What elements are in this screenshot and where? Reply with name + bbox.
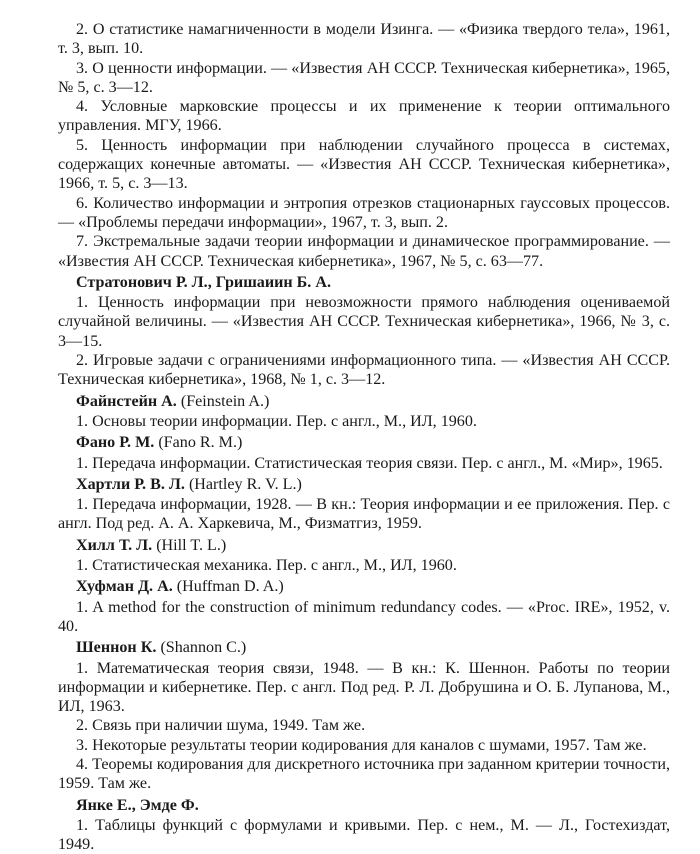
reference-item: 1. Передача информации. Статистическая теория связи. Пер. с англ., М. «Мир», 1965.	[76, 454, 663, 472]
reference-item: 1. Ценность информации при невозможности прямого наблюдения оцениваемой случайной величины. — «Известия АН СССР. Техническая кибернетика», 1966, № 3, с. 3—15.	[58, 294, 670, 350]
reference-item: 6. Количество информации и энтропия отрезков стационарных гауссовых процессов. — «Проблемы передачи информации», 1967, т. 3, вып. 2.	[58, 194, 670, 231]
reference-item: 3. Некоторые результаты теории кодирования для каналов с шумами, 1957. Там же.	[76, 736, 647, 754]
author-heading	[58, 638, 670, 657]
author-heading	[58, 392, 670, 411]
reference-item: 4. Условные марковские процессы и их применение к теории оптимального управления. МГУ, 1966.	[58, 98, 670, 135]
reference-item: 1. Основы теории информации. Пер. с англ., М., ИЛ, 1960.	[76, 412, 477, 430]
reference-item: 1. Передача информации, 1928. — В кн.: Теория информации и ее приложения. Пер. с англ. Под ред. А. А. Харкевича, М., Физматгиз, 1959.	[58, 496, 670, 533]
author-name: Стратонович Р. Л., Гришаиин Б. А.	[76, 273, 331, 291]
reference-item: 3. О ценности информации. — «Известия АН СССР. Техническая кибернетика», 1965, № 5, с. 3—12.	[58, 59, 670, 96]
author-name: Фано Р. М.	[76, 434, 155, 452]
author-name: Хуфман Д. А.	[76, 578, 173, 596]
reference-item: 1. Статистическая механика. Пер. с англ., М., ИЛ, 1960.	[76, 557, 457, 575]
author-name: Хартли Р. В. Л.	[76, 475, 185, 493]
author-name: Шеннон К.	[76, 639, 157, 657]
author-name: Янке Е., Эмде Ф.	[76, 796, 199, 814]
author-name: Хилл Т. Л.	[76, 536, 153, 554]
author-heading	[58, 577, 670, 596]
reference-item: 7. Экстремальные задачи теории информации и динамическое программирование. — «Известия АН СССР. Техническая кибернетика», 1967, № 5, с. 63—77.	[58, 233, 670, 270]
author-latin-name: (Fano R. M.)	[158, 434, 243, 452]
author-heading	[58, 433, 670, 452]
reference-item: 2. Связь при наличии шума, 1949. Там же.	[76, 717, 366, 735]
reference-item: 5. Ценность информации при наблюдении случайного процесса в системах, содержащих конечные автоматы. — «Известия АН СССР. Техническая кибернетика», 1966, т. 5, с. 3—13.	[58, 136, 670, 193]
reference-item: 1. Таблицы функций с формулами и кривыми. Пер. с нем., М. — Л., Гостехиздат, 1949.	[58, 816, 670, 854]
author-latin-name: (Huffman D. A.)	[176, 578, 284, 596]
author-heading	[58, 273, 670, 292]
reference-item: 2. Игровые задачи с ограничениями информационного типа. — «Известия АН СССР. Техническая кибернетика», 1968, № 1, с. 3—12.	[58, 352, 670, 389]
author-heading	[58, 536, 670, 555]
bibliography-list	[58, 20, 670, 854]
author-latin-name: (Shannon C.)	[160, 639, 247, 657]
reference-item: 1. A method for the construction of minimum redundancy codes. — «Proc. IRE», 1952, v. 40.	[58, 598, 670, 635]
reference-item: 1. Математическая теория связи, 1948. — В кн.: К. Шеннон. Работы по теории информации и кибернетике. Пер. с англ. Под ред. Р. Л. Добрушина и О. Б. Лупанова, М., ИЛ, 1963.	[58, 659, 670, 716]
author-latin-name: (Hartley R. V. L.)	[188, 475, 302, 493]
author-latin-name: (Feinstein A.)	[180, 392, 270, 410]
author-name: Файнстейн А.	[76, 392, 177, 410]
author-heading	[58, 475, 670, 494]
author-latin-name: (Hill T. L.)	[156, 536, 227, 554]
reference-item: 4. Теоремы кодирования для дискретного источника при заданном критерии точности, 1959. Там же.	[58, 755, 670, 793]
reference-item: 2. О статистике намагниченности в модели Изинга. — «Физика твердого тела», 1961, т. 3, вып. 10.	[58, 21, 670, 58]
